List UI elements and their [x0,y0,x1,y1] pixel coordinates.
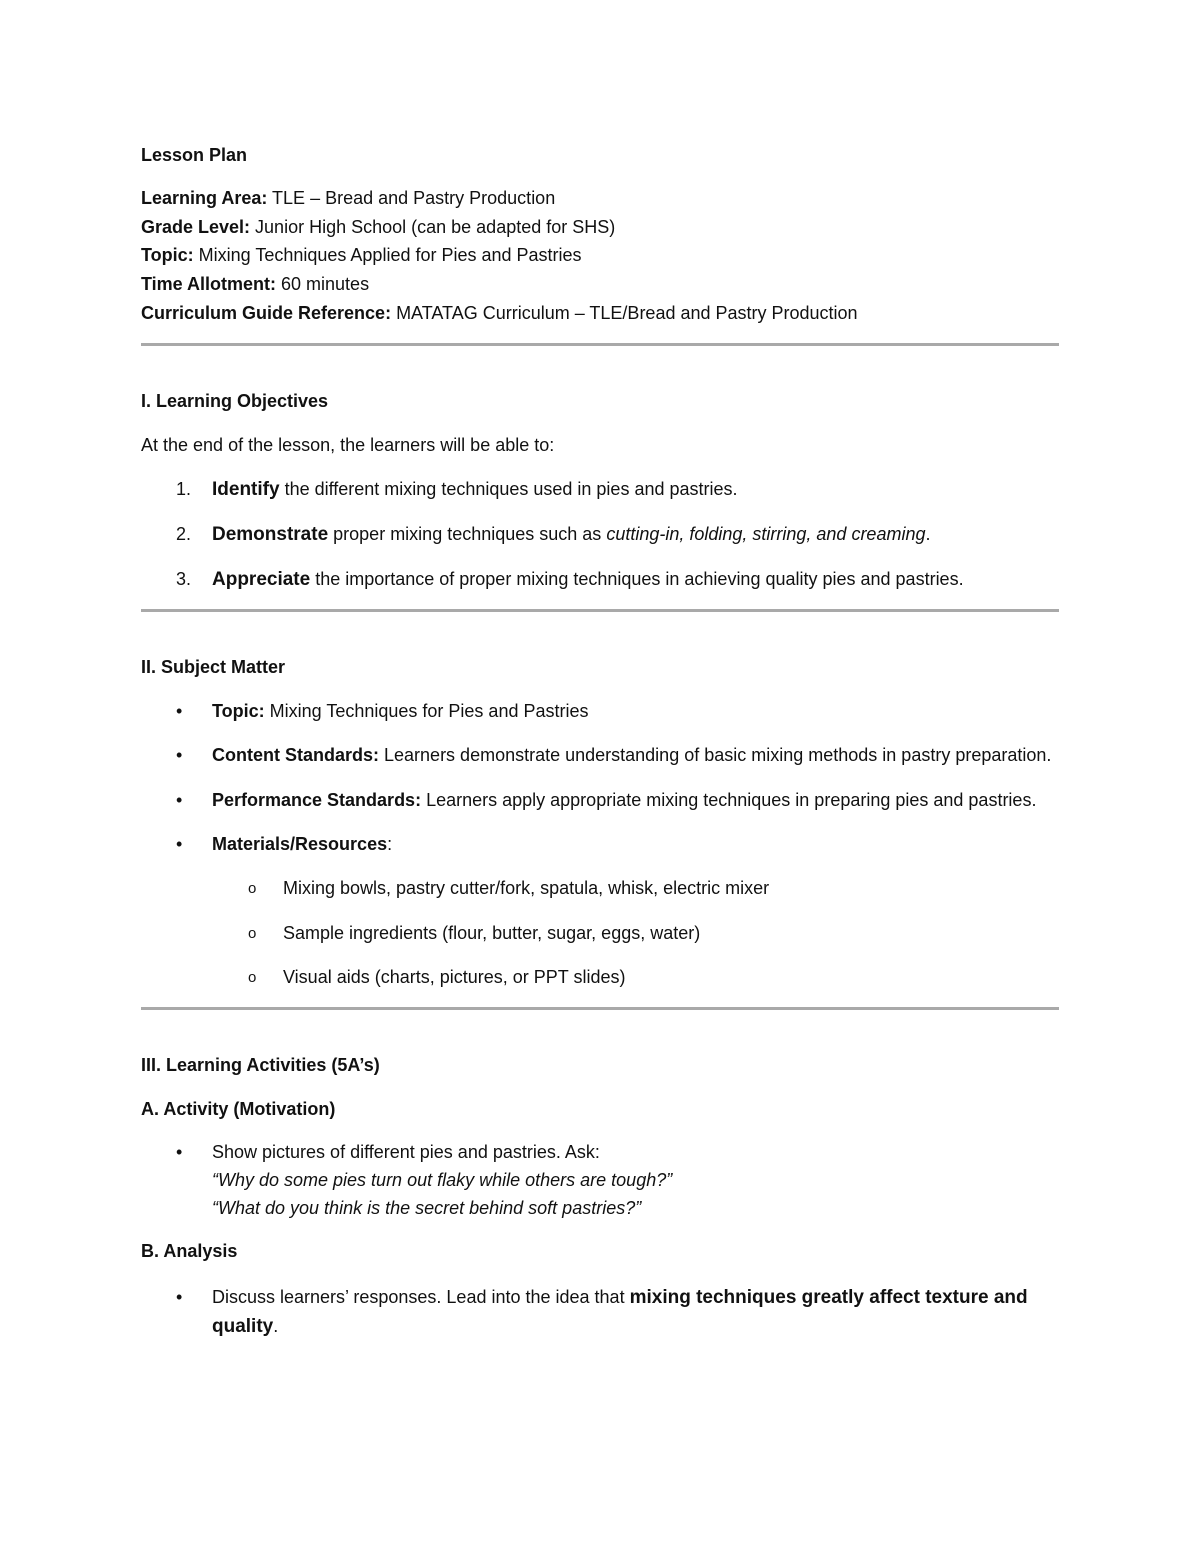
item-label: Materials/Resources [212,833,388,854]
meta-value: MATATAG Curriculum – TLE/Bread and Pastry Production [391,302,858,323]
meta-topic [141,241,1059,270]
section-divider [141,1007,1059,1010]
list-number: 3. [176,568,192,589]
objective-end: . [925,523,931,544]
activities-heading: III. Learning Activities (5A’s) [141,1054,380,1075]
lesson-meta [141,184,1059,328]
section-divider [141,609,1059,612]
materials-list [141,874,1059,991]
item-label: Performance Standards: [212,789,422,810]
meta-value: TLE – Bread and Pastry Production [267,188,556,208]
bullet-icon: • [176,700,183,721]
meta-value: Junior High School (can be adapted for SHS) [250,216,616,237]
item-value: Learners demonstrate understanding of basic mixing methods in pastry preparation. [379,744,1052,765]
materials-item [141,963,1059,991]
materials-text: Visual aids (charts, pictures, or PPT slides) [283,966,626,987]
objective-item [141,475,1059,504]
bullet-icon: • [176,1286,183,1307]
subject-item-performance-standards [141,786,1059,814]
meta-label: Topic: [141,245,194,266]
meta-grade-level [141,213,1059,242]
item-value: Learners apply appropriate mixing techniques in preparing pies and pastries. [421,789,1037,810]
objective-text: the importance of proper mixing techniques in achieving quality pies and pastries. [310,568,964,589]
activity-b-item [141,1283,1059,1341]
lesson-plan [141,140,1059,1341]
bullet-icon: • [176,833,183,854]
objective-text: the different mixing techniques used in pies and pastries. [279,478,738,499]
subject-heading: II. Subject Matter [141,656,286,677]
meta-value: 60 minutes [276,274,370,295]
question-2 [212,1194,1059,1222]
question-text: “What do you think is the secret behind soft pastries?” [212,1197,642,1218]
subject-item-materials [141,830,1059,858]
meta-time-allotment [141,270,1059,299]
bullet-icon: • [176,1141,183,1162]
meta-value: Mixing Techniques Applied for Pies and Pastries [193,245,582,266]
meta-label: Time Allotment: [141,274,277,295]
bullet-icon: • [176,789,183,810]
question-1 [212,1166,1059,1194]
meta-label: Learning Area: [141,188,268,208]
meta-learning-area [141,184,1059,213]
materials-text: Mixing bowls, pastry cutter/fork, spatula, whisk, electric mixer [283,877,770,898]
list-number: 1. [176,478,192,499]
circle-bullet-icon: o [248,968,257,986]
objective-item [141,520,1059,549]
item-value: Mixing Techniques for Pies and Pastries [264,700,589,721]
question-text: “Why do some pies turn out flaky while others are tough?” [212,1169,673,1190]
section-divider [141,343,1059,346]
document-title: Lesson Plan [141,145,248,165]
activity-b-heading: B. Analysis [141,1240,238,1261]
objective-item [141,565,1059,594]
activity-b-emphasis: mixing techniques greatly affect texture and quality [212,1286,1028,1337]
objectives-intro: At the end of the lesson, the learners will be able to: [141,434,555,455]
activity-a-heading: A. Activity (Motivation) [141,1098,336,1119]
meta-label: Curriculum Guide Reference: [141,302,392,323]
materials-item [141,874,1059,902]
objective-verb: Appreciate [212,568,311,590]
subject-list [141,697,1059,858]
circle-bullet-icon: o [248,924,257,942]
materials-text: Sample ingredients (flour, butter, sugar, eggs, water) [283,922,701,943]
item-label: Topic: [212,700,265,721]
activity-b-list [141,1283,1059,1341]
objective-text: proper mixing techniques such as [328,523,607,544]
objective-verb: Identify [212,478,280,500]
materials-item [141,919,1059,947]
objective-verb: Demonstrate [212,523,329,545]
meta-label: Grade Level: [141,216,251,237]
list-number: 2. [176,523,192,544]
activity-a-text: Show pictures of different pies and pastries. Ask: [212,1141,600,1162]
item-label: Content Standards: [212,744,380,765]
activity-a-list [141,1138,1059,1222]
activity-a-item [141,1138,1059,1222]
subject-item-content-standards [141,741,1059,769]
meta-curriculum-guide [141,299,1059,328]
objective-techniques: cutting-in, folding, stirring, and creaming [606,523,926,544]
objectives-heading: I. Learning Objectives [141,390,329,411]
bullet-icon: • [176,744,183,765]
subject-item-topic [141,697,1059,725]
item-colon: : [387,833,393,854]
activity-b-text: Discuss learners’ responses. Lead into the idea that [212,1286,630,1307]
activity-b-end: . [273,1315,279,1336]
objectives-list [141,475,1059,594]
circle-bullet-icon: o [248,879,257,897]
